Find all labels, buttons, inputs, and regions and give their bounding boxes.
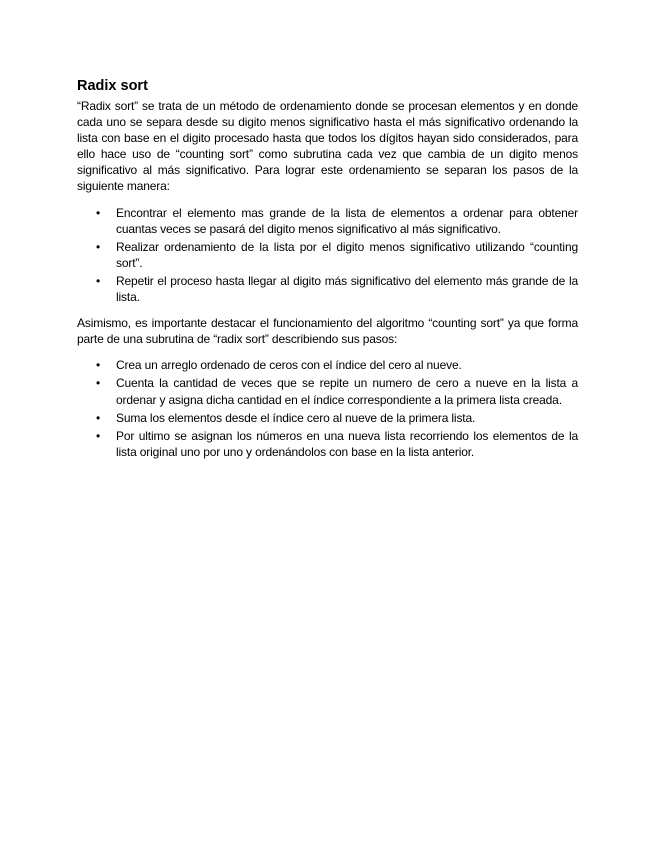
counting-steps-list: [77, 357, 578, 460]
list-item-text: Suma los elementos desde el índice cero al nueve de la primera lista.: [116, 410, 476, 425]
list-item: [77, 428, 578, 460]
list-item: [77, 375, 578, 407]
list-item-text: Cuenta la cantidad de veces que se repite un numero de cero a nueve en la lista a ordenar y asigna dicha cantidad en el índice correspondiente a la primera lista creada.: [116, 376, 578, 407]
list-item: [77, 239, 578, 271]
list-item-text: Repetir el proceso hasta llegar al digito más significativo del elemento más grande de la lista.: [116, 273, 578, 305]
list-item: [77, 205, 578, 237]
bullet-icon: •: [96, 205, 101, 220]
list-item: [77, 410, 578, 426]
list-item-text: Por ultimo se asignan los números en una nueva lista recorriendo los elementos de la lista original uno por uno y ordenándolos con base en la lista anterior.: [116, 428, 578, 459]
list-item-text: Realizar ordenamiento de la lista por el digito menos significativo utilizando “counting sort”.: [116, 239, 578, 270]
document-page: [77, 76, 578, 470]
bullet-icon: •: [96, 239, 101, 254]
list-item-text: Crea un arreglo ordenado de ceros con el índice del cero al nueve.: [116, 358, 462, 373]
bullet-icon: •: [96, 358, 101, 373]
bullet-icon: •: [96, 376, 101, 391]
list-item: [77, 273, 578, 305]
bullet-icon: •: [96, 410, 101, 425]
bullet-icon: •: [96, 428, 101, 443]
radix-steps-list: [77, 205, 578, 306]
list-item-text: Encontrar el elemento mas grande de la lista de elementos a ordenar para obtener cuantas veces se pasará del digito menos significativo al más significativo.: [116, 205, 578, 236]
bullet-icon: •: [96, 273, 101, 288]
list-item: [77, 357, 578, 373]
section-heading: Radix sort: [77, 78, 148, 94]
counting-intro-paragraph: Asimismo, es importante destacar el funcionamiento del algoritmo “counting sort” ya que forma parte de una subrutina de “radix sort” describiendo sus pasos:: [77, 316, 578, 347]
intro-paragraph: “Radix sort” se trata de un método de ordenamiento donde se procesan elementos y en donde cada uno se separa desde su digito menos significativo hasta el más significativo ordenando la lista con base en el digito procesado hasta que todos los dígitos hayan sido considerados, para ello hace uso de “counting sort” como subrutina cada vez que cambia de un digito menos significativo al más significativo. Para lograr este ordenamiento se separan los pasos de la siguiente manera:: [77, 99, 578, 194]
